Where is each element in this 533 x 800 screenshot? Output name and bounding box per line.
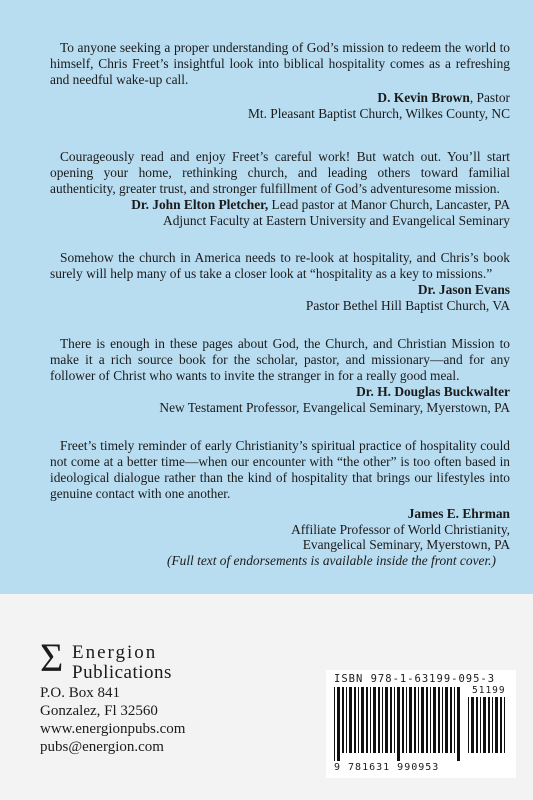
endorsement-quote: Somehow the church in America needs to re-look at hospitality, and Chris’s book surely will help many of us take a closer look at “hospitality as a key to missions.” [50,250,510,281]
endorser-affiliation: Affiliate Professor of World Christianity, [291,521,510,537]
endorser-name: James E. Ehrman [407,506,510,521]
barcode-bar [433,687,436,753]
endorser-affiliation: Evangelical Seminary, Myerstown, PA [302,537,510,553]
barcode-bar [370,687,371,753]
barcode-bar [385,687,388,753]
endorsement-1 [50,40,510,121]
ean-barcode-bars [334,687,464,761]
endorser-affiliation: New Testament Professor, Evangelical Seminary, Myerstown, PA [159,399,510,415]
publisher-address [40,684,185,756]
isbn-barcode [326,670,516,778]
endorser-affiliation: Pastor Bethel Hill Baptist Church, VA [305,297,510,313]
endorsement-attribution [50,384,510,415]
barcode-bar [438,687,440,753]
barcode-bar [361,687,364,753]
endorsement-2 [50,149,510,228]
barcode-bar [468,697,469,753]
publisher-name-line1: Energion [72,642,158,663]
barcode-addon-number: 51199 [472,685,506,696]
barcode-bar [488,697,490,753]
barcode-bar [337,687,340,761]
barcode-bar [394,687,395,753]
barcode-bar [358,687,359,753]
barcode-bar [397,687,400,761]
endorsement-attribution [50,90,510,121]
barcode-bar [480,697,481,753]
sigma-logo-icon: Σ [40,635,64,680]
barcode-bar [334,687,335,761]
endorsement-quote: There is enough in these pages about God, the Church, and Christian Mission to make it a rich source book for the scholar, pastor, and missionary—and for any follower of Christ who wants to invite the stranger in for a really good meal. [50,336,510,383]
endorsement-5 [50,438,510,569]
barcode-bar [342,687,344,753]
barcode-bar [382,687,383,753]
website: www.energionpubs.com [40,721,186,737]
barcode-bar [492,697,493,753]
barcode-bar [454,687,455,753]
barcode-bar [373,687,376,753]
endorsement-4 [50,336,510,415]
barcode-bar [476,697,478,753]
barcode-bar [378,687,380,753]
barcode-bar [495,697,498,753]
barcode-bar [457,687,460,761]
barcode-bar [504,697,505,753]
endorsement-quote: Freet’s timely reminder of early Christianity’s spiritual practice of hospitality could not come at a better time—when our encounter with “the other” is too often based in ideological dialogue rather than the kind of hospitality that brings our lifestyles into genuine contact with one another. [50,438,510,501]
barcode-bar [418,687,419,753]
barcode-bar [402,687,404,753]
barcode-bar [346,687,347,753]
barcode-bar [483,697,486,753]
barcode-bar [354,687,356,753]
endorsement-attribution [50,506,510,553]
endorsement-quote: Courageously read and enjoy Freet’s careful work! But watch out. You’ll start opening your home, rethinking church, and leading others toward familial authenticity, greater trust, and stronger fulfillment of God’s adventuresome mission. [50,149,510,196]
barcode-bar [366,687,368,753]
isbn-label: ISBN 978-1-63199-095-3 [334,673,496,685]
barcode-bar [390,687,392,753]
endorser-title: , Pastor [469,90,510,105]
endorsement-attribution [50,282,510,313]
email: pubs@energion.com [40,739,164,755]
barcode-bar [442,687,443,753]
barcode-bar [471,697,474,753]
po-box: P.O. Box 841 [40,685,121,701]
barcode-bar [349,687,352,753]
endorsement-3 [50,250,510,313]
barcode-bar [409,687,412,753]
barcode-bar [421,687,424,753]
publisher-name-line2: Publications [72,662,172,683]
endorser-name: Dr. John Elton Pletcher, [131,197,269,212]
publisher-panel [0,594,533,800]
endorser-name: Dr. Jason Evans [417,282,510,297]
endorsement-quote: To anyone seeking a proper understanding of God’s mission to redeem the world to himself, Chris Freet’s insightful look into biblical hospitality comes as a refreshing and needful wake-up call. [50,40,510,87]
barcode-bar [500,697,502,753]
addon-barcode-bars [468,697,508,761]
endorser-affiliation: Mt. Pleasant Baptist Church, Wilkes County, NC [247,105,510,121]
barcode-digits: 9 781631 990953 [334,762,440,773]
endorsement-attribution [50,197,510,228]
endorser-name: D. Kevin Brown [377,90,470,105]
barcode-bar [426,687,428,753]
barcode-bar [450,687,452,753]
barcode-bar [414,687,416,753]
endorser-title: Lead pastor at Manor Church, Lancaster, PA [268,197,510,212]
city-line: Gonzalez, Fl 32560 [40,703,158,719]
endorsement-footnote: (Full text of endorsements is available inside the front cover.) [167,552,496,568]
endorser-affiliation: Adjunct Faculty at Eastern University and Evangelical Seminary [163,212,510,228]
barcode-bar [430,687,431,753]
barcode-bar [445,687,448,753]
barcode-bar [406,687,407,753]
endorser-name: Dr. H. Douglas Buckwalter [356,384,510,399]
